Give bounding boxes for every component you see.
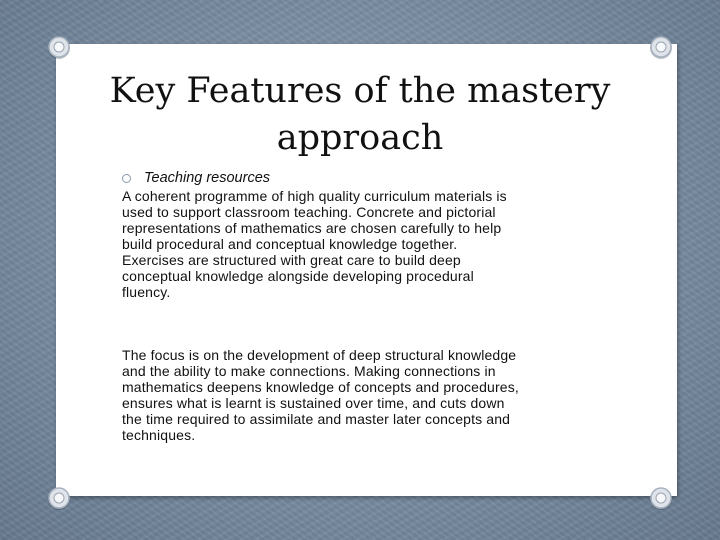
paragraph-focus: The focus is on the development of deep structural knowledge and the ability to make connections. Making connections in mathematics deepens knowledge of concepts and procedures, ensures what is learnt is sustained over time, and cuts down the time required to assimilate and master later concepts and techniques. [122, 347, 519, 443]
bullet-item [122, 170, 602, 187]
pushpin-icon [648, 35, 674, 61]
pushpin-icon [46, 35, 72, 61]
pushpin-icon [648, 486, 674, 512]
bullet-heading: Teaching resources [144, 170, 271, 186]
hollow-circle-bullet-icon [122, 174, 131, 183]
slide-title: Key Features of the mastery approach [109, 71, 611, 158]
paragraph-resources: A coherent programme of high quality curriculum materials is used to support classroom teaching. Concrete and pictorial representations of mathematics are chosen carefully to help build procedural and conceptual knowledge together. Exercises are structured with great care to build deep conceptual knowledge alongside developing procedural fluency. [122, 188, 507, 300]
pushpin-icon [46, 486, 72, 512]
slide-content [122, 170, 602, 443]
